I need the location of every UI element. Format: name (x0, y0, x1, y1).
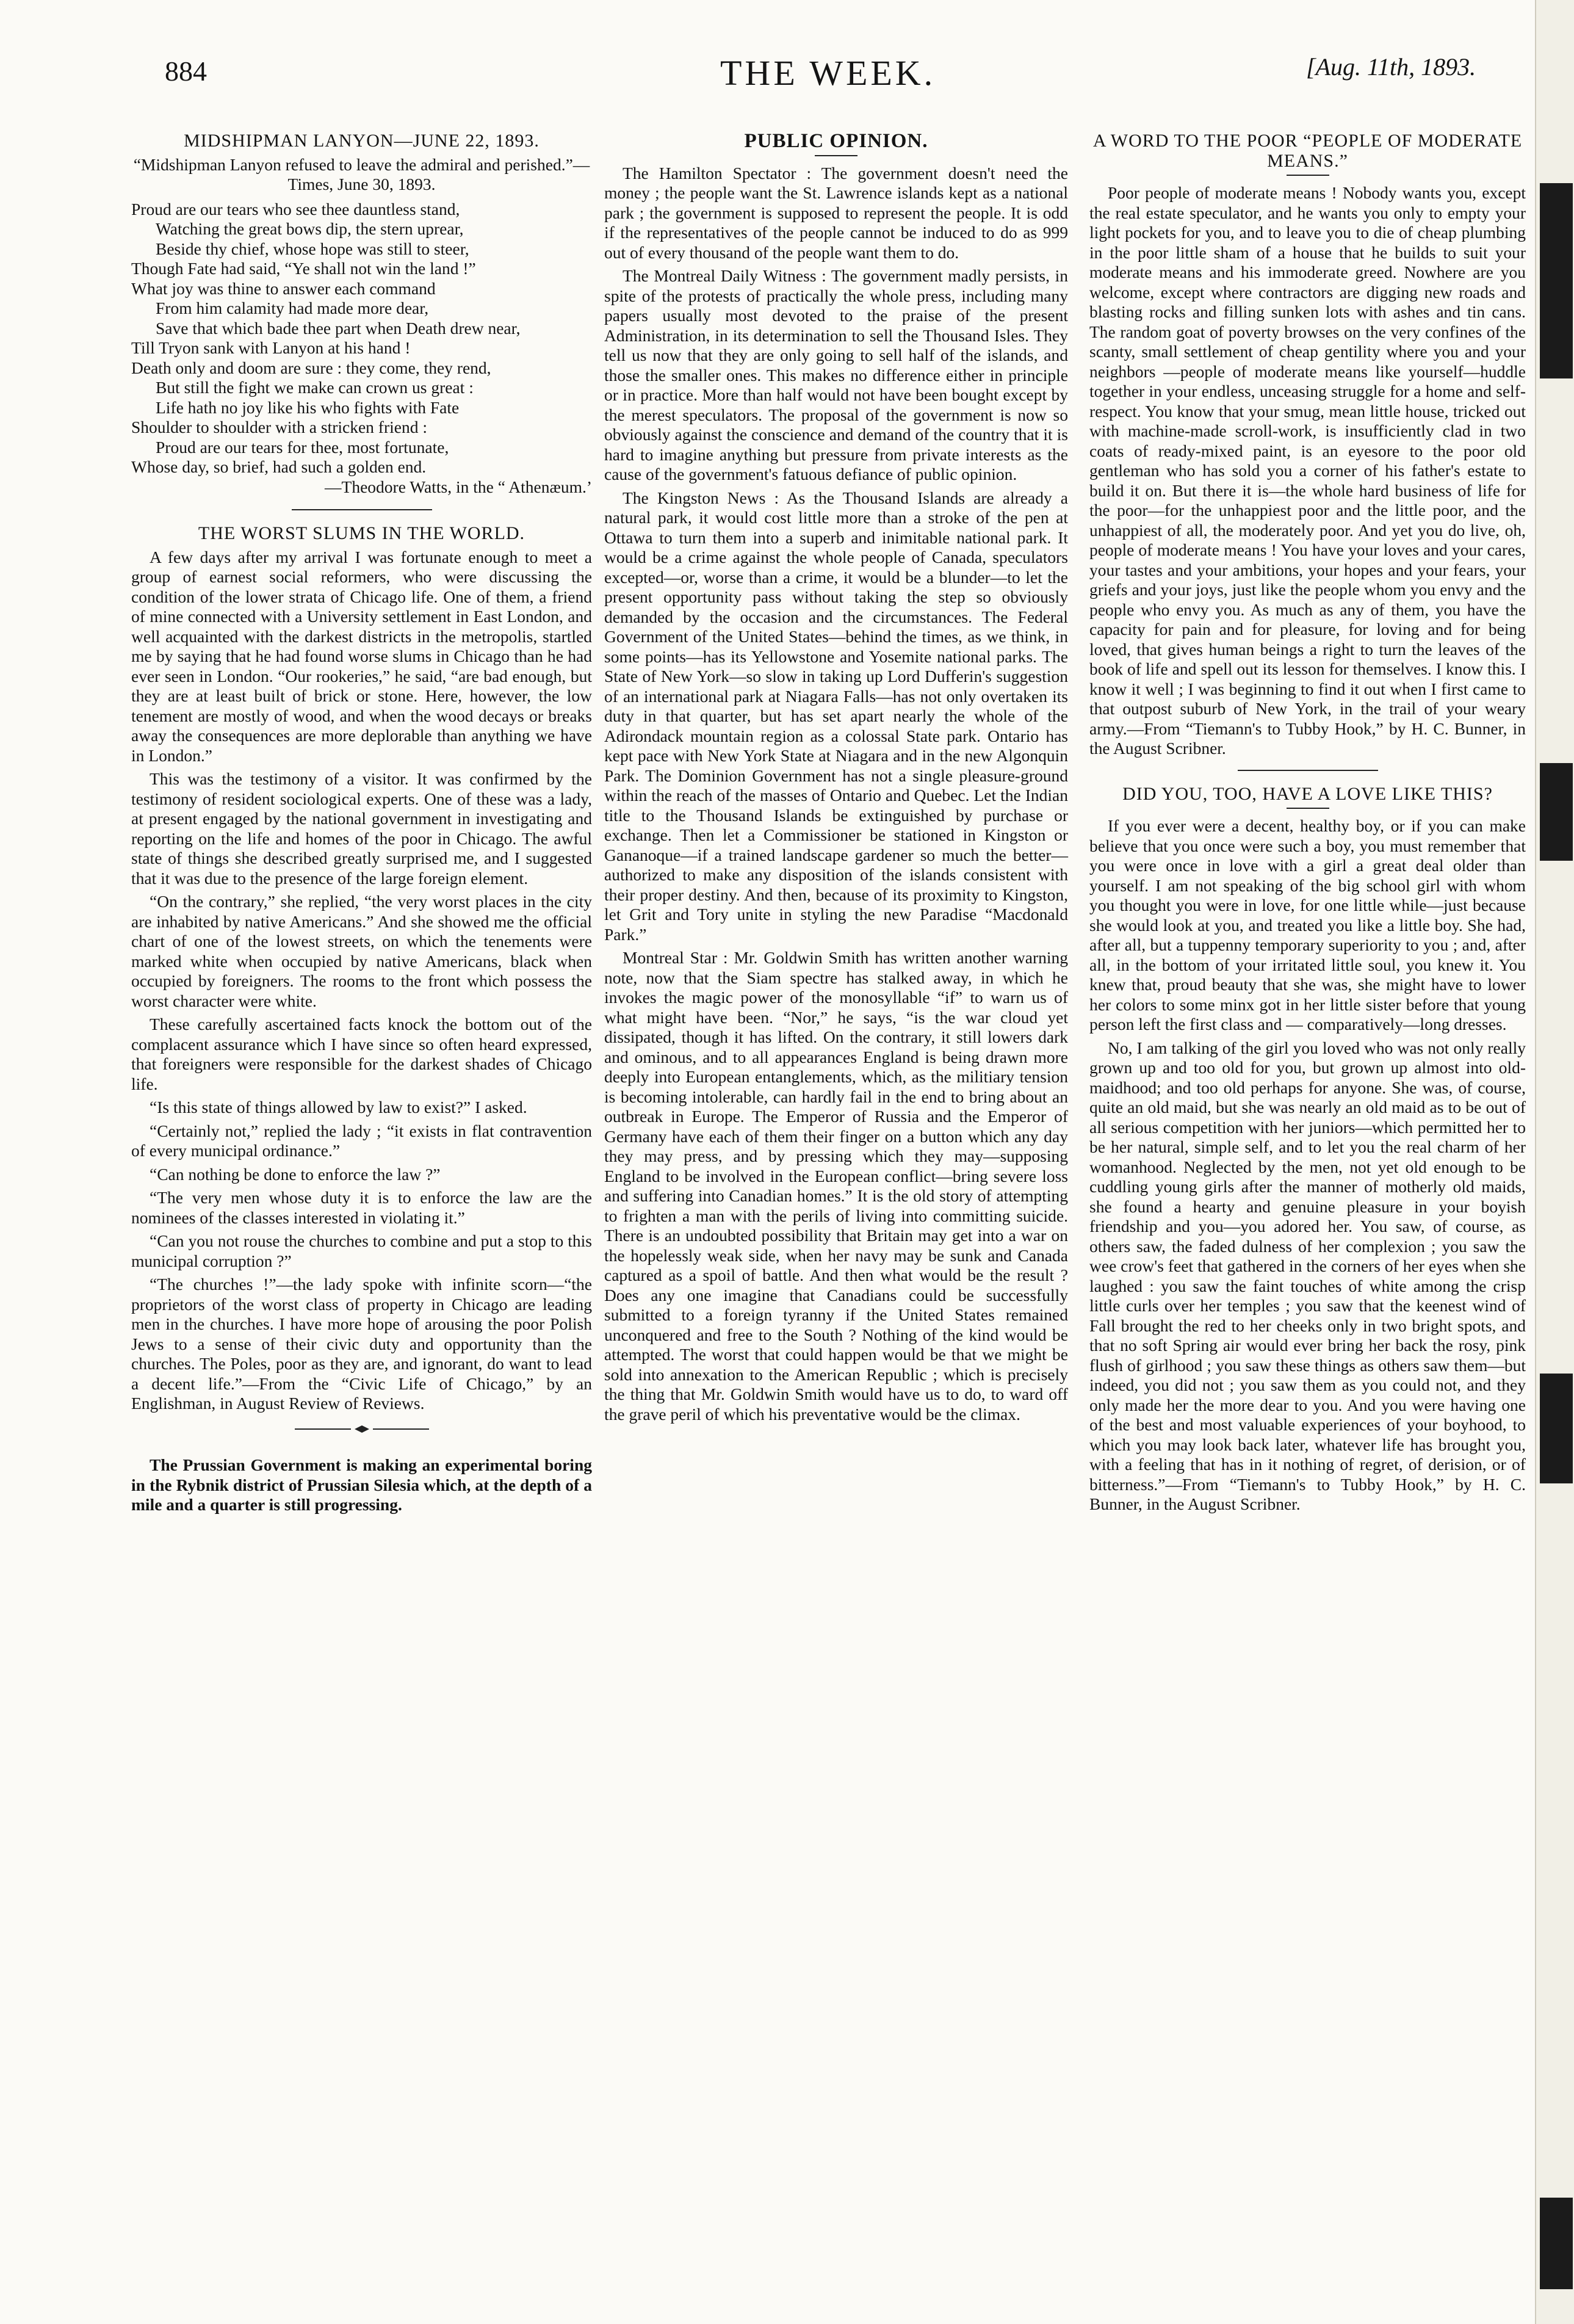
opinion-paragraph: The Kingston News : As the Thousand Islands are already a natural park, it would cost little more than a stroke of the pen at Ottawa to turn them into a superb and inimitable national park. It would be a crime against the whole people of Canada, speculators excepted—or, worse than a crime, it would be a blunder—to let the present opportunity pass without taking the step so obviously demanded by the occasion and the circumstances. The Federal Government of the United States—behind the times, as we think, in some points—has its Yellowstone and Yosemite national parks. The State of New York—so slow in taking up Lord Dufferin's suggestion of an international park at Niagara Falls—has not only overtaken its duty in that quarter, but has set apart nearly the whole of the Adirondack mountain region as a colossal State park. Ontario has kept pace with New York State at Niagara and in the new Algonquin Park. The Dominion Government has not a single pleasure-ground within the reach of the masses of Ontario and Quebec. Let the Indian title to the Thousand Islands be extinguished by purchase or exchange. Then let a Commissioner be stationed in Kingston or Gananoque—if a trained landscape gardener so much the better—authorized to make any disposition of the islands consistent with their proper destiny. And then, because of its proximity to Kingston, let Grit and Tory unite in styling the new Paradise “Macdonald Park.” (604, 488, 1068, 944)
slums-paragraph: This was the testimony of a visitor. It was confirmed by the testimony of resident sociological experts. One of these was a lady, at present engaged by the national government in investigating and reporting on the life and homes of the poor in Chicago. The awful state of things she described greatly surprised me, and I suggested that it was due to the presence of the large foreign element. (131, 769, 592, 888)
slums-paragraph: “Can nothing be done to enforce the law ?” (150, 1164, 441, 1184)
ornament-divider (131, 1420, 592, 1440)
opinion-paragraph: Montreal Star : Mr. Goldwin Smith has written another warning note, now that the Siam spectre has stalked away, in which he invokes the magic power of the monosyllable “if” to warn us of what might have been. “Nor,” he says, “is the war cloud yet dissipated, though it has lifted. On the contrary, it still lowers dark and ominous, and to all appearances England is being drawn more deeply into European entanglements, which, as the militiary tension is becoming intolerable, can hardly fail in the end to bring about an outbreak in Europe. The Emperor of Russia and the Emperor of Germany have each of them their finger on a button which any day they may press, and by pressing which they may—supposing England to be involved in the European conflict—bring severe loss and suffering into Canadian homes.” It is the old story of attempting to frighten a man with the perils of living into committing suicide. There is an undoubted possibility that Britain may get into a war on the hopelessly weak side, when her navy may be sunk and Canada captured as a spoil of battle. And then what would be the result ? Does any one imagine that Canadians could be successfully submitted to a foreign tyranny if the United States remained unconquered and free to the South ? Nothing of the kind would be attempted. The worst that could happen would be that we might be sold into annexation to the American Republic ; which is precisely the thing that Mr. Goldwin Smith would have us to do, to ward off the grave peril of which his preventative would be the climax. (604, 948, 1068, 1424)
poor-title: A WORD TO THE POOR “PEOPLE OF MODERATE MEANS.” (1092, 131, 1523, 171)
ad-block (1540, 183, 1573, 378)
poem-line: From him calamity had made more dear, (156, 299, 429, 317)
opinion-paragraph: The Hamilton Spectator : The government doesn't need the money ; the people want the St. Lawrence islands kept as a national park ; the government is supposed to represent the people. It is odd if the representatives of the people cannot be induced to do as 999 out of every thousand of the people want them to do. (604, 163, 1068, 262)
page-header (0, 55, 1574, 104)
poem-line: Beside thy chief, whose hope was still to steer, (156, 239, 469, 258)
issue-date: [Aug. 11th, 1893. (1306, 53, 1476, 81)
slums-paragraph: “The very men whose duty it is to enforce the law are the nominees of the classes interested in violating it.” (131, 1188, 592, 1227)
opinion-paragraph: The Montreal Daily Witness : The government madly persists, in spite of the protests of practically the whole press, including many papers usually most devoted to the praise of the present Administration, in its determination to sell the Thousand Isles. They tell us now that they are only going to sell half of the islands, and those the smaller ones. This makes no difference either in principle or in practice. More than half would not have been bought except by the merest speculators. The proposal of the government is now so obviously against the conscience and demand of the country that it is hard to imagine anything but pressure from private interests as the cause of the government's fatuous defiance of public opinion. (604, 266, 1068, 483)
masthead: THE WEEK. (720, 53, 936, 93)
love-paragraph: If you ever were a decent, healthy boy, or if you can make believe that you once were such a boy, you must remember that you were once in love with a girl a great deal older than yourself. I am not speaking of the big school girl with whom you thought you were in love, for one little while—just because she would look at you, and treated you like a little boy. She had, after all, but a tuppenny temporary superiority to you ; and, after all, in the bottom of your irritated little soul, you knew it. You knew that, proud beauty that she was, she might have to lower her colors to some minx got in her little sister before that young person left the first class and — comparatively—long dresses. (1089, 816, 1526, 1033)
poem-line: Life hath no joy like his who fights with Fate (156, 397, 460, 417)
poem-line: But still the fight we make can crown us great : (156, 378, 474, 397)
slums-paragraph: “On the contrary,” she replied, “the very worst places in the city are inhabited by native Americans.” And she showed me the official chart of one of the lowest streets, on which the tenements were marked white when occupied by native Americans, black when occupied by foreigners. The rooms to the front which possess the worst character were white. (131, 892, 592, 1010)
column-middle (604, 131, 1068, 1428)
poem-title: MIDSHIPMAN LANYON—JUNE 22, 1893. (184, 131, 540, 151)
poem-line: Save that which bade thee part when Death drew near, (156, 318, 521, 338)
poem-line: Till Tryon sank with Lanyon at his hand ! (131, 338, 411, 357)
title-rule (815, 155, 857, 156)
slums-paragraph: “Certainly not,” replied the lady ; “it exists in flat contravention of every municipal ordinance.” (131, 1121, 592, 1160)
slums-paragraph: “Can you not rouse the churches to combine and put a stop to this municipal corruption ?” (131, 1231, 592, 1270)
slums-paragraph: “Is this state of things allowed by law to exist?” I asked. (150, 1098, 527, 1117)
love-title: DID YOU, TOO, HAVE A LOVE LIKE THIS? (1122, 783, 1493, 804)
poem-line: Whose day, so brief, had such a golden end. (131, 457, 427, 476)
adjacent-page-edge (1535, 0, 1574, 2324)
poem-line: Watching the great bows dip, the stern uprear, (156, 219, 464, 238)
section-rule (292, 509, 432, 510)
page-number: 884 (165, 56, 207, 87)
title-rule (1287, 175, 1329, 176)
poem-line: Proud are our tears for thee, most fortunate, (156, 437, 449, 457)
section-rule (1238, 770, 1378, 771)
poem-epigraph: “Midshipman Lanyon refused to leave the admiral and perished.”—Times, June 30, 1893. (133, 154, 590, 194)
poem-line: Shoulder to shoulder with a stricken friend : (131, 418, 427, 436)
poem-line: What joy was thine to answer each command (131, 278, 436, 298)
love-paragraph: No, I am talking of the girl you loved who was not only really grown up and too old for you, but grown up almost into old-maidhood; and too old perhaps for anyone. She was, of course, quite an old maid, but she was nearly an old maid as to be out of all serious competition with her juniors—which permitted her to be her natural, simple self, and to let you the real charm of her womanhood. Neglected by the men, not yet old enough to be cuddling young girls after the manner of motherly old maids, she found a hearty and genuine pleasure in your boyish friendship and you—you adored her. You saw, of course, as others saw, the faded dulness of her complexion ; you saw the wee crow's feet that gathered in the corners of her eyes when she laughed : you saw the faint touches of white among the crisp little curls over her temples ; you saw that the keenest wind of Fall brought the red to her cheeks only in two bright spots, and that no soft Spring air would ever bring her back the rosy, pink flush of girlhood ; you saw these things as others saw them—but indeed, you did not ; you saw them as you could not, and they only made her the more dear to you. And you were having one of the best and most valuable experiences of your boyhood, to which you may look back later, whatever life has brought you, with a feeling that has in it nothing of regret, of derision, or of bitterness.”—From “Tiemann's to Tubby Hook,” by H. C. Bunner, in the August Scribner. (1089, 1038, 1526, 1513)
ornament-icon (295, 1424, 429, 1434)
poem-line: Though Fate had said, “Ye shall not win the land !” (131, 259, 476, 278)
poem-line: Death only and doom are sure : they come, they rend, (131, 358, 491, 377)
poor-paragraph: Poor people of moderate means ! Nobody wants you, except the real estate speculator, and he wants you only to empty your light pockets for you, and to leave you to die of cheap plumbing in the poor little sham of a house that he builds to suit your moderate means and his immoderate greed. Nowhere are you welcome, except where contractors are digging new roads and blasting rocks and filling sunken lots with ashes and tin cans. The random goat of poverty browses on the very confines of the scanty, small settlement of cheap gentility where you and your neighbors —people of moderate means like yourself—huddle together in your endless, unceasing struggle for a home and self-respect. You know that your smug, mean little house, tricked out with machine-made scroll-work, is insufficiently clad in two coats of ready-mixed paint, is an eyesore to the poor old gentleman who has sold you a corner of his father's estate to build it on. But there it is—the whole hard business of life for the poor—for the unhappiest poor and the little poor, and the unhappiest of all, the moderately poor. And yet you do live, oh, people of moderate means ! You have your loves and your cares, your tastes and your ambitions, your hopes and your fears, your griefs and your joys, just like the people whom you envy and the people who envy you. As much as any of them, you have the capacity for pain and for pleasure, for loving and for being loved, that gives human beings a right to turn the leaves of the book of life and spell out its lesson for themselves. I know this. I know it well ; I was beginning to find it out when I first came to that outpost suburb of New York, in the trail of your weary army.—From “Tiemann's to Tubby Hook,” by H. C. Bunner, in the August Scribner. (1089, 183, 1526, 758)
column-left (131, 131, 592, 1519)
poem-signature: —Theodore Watts, in the “ Athenæum.’ (325, 477, 592, 496)
slums-title: THE WORST SLUMS IN THE WORLD. (198, 523, 525, 543)
ad-block (1540, 2198, 1573, 2289)
poem-body (131, 200, 592, 477)
title-rule (1287, 808, 1329, 809)
opinion-title: PUBLIC OPINION. (744, 130, 928, 152)
ad-block (1540, 763, 1573, 861)
slums-paragraph: A few days after my arrival I was fortunate enough to meet a group of earnest social reformers, who were discussing the condition of the lower strata of Chicago life. One of them, a friend of mine connected with a University settlement in East London, and well acquainted with the darkest districts in the metropolis, startled me by saying that he had found worse slums in Chicago than he had ever seen in London. “Our rookeries,” he said, “are bad enough, but they are at least built of brick or stone. Here, however, the low tenement are mostly of wood, and when the wood decays or breaks away the consequences are more deplorable than anything we have in London.” (131, 547, 592, 765)
column-right (1089, 131, 1526, 1518)
slums-paragraph: “The churches !”—the lady spoke with infinite scorn—“the proprietors of the worst class of property in Chicago are leading men in the churches. I have more hope of arousing the poor Polish Jews to a sense of their civic duty and opportunity than the churches. The Poles, poor as they are, and ignorant, do want to lead a decent life.”—From the “Civic Life of Chicago,” by an Englishman, in August Review of Reviews. (131, 1275, 592, 1413)
ad-block (1540, 1374, 1573, 1483)
slums-paragraph: These carefully ascertained facts knock the bottom out of the complacent assurance which I have since so often heard expressed, that foreigners were responsible for the darkest shades of Chicago life. (131, 1015, 592, 1093)
poem-line: Proud are our tears who see thee dauntless stand, (131, 199, 460, 219)
prussian-note: The Prussian Government is making an experimental boring in the Rybnik district of Prussian Silesia which, at the depth of a mile and a quarter is still progressing. (131, 1455, 592, 1514)
